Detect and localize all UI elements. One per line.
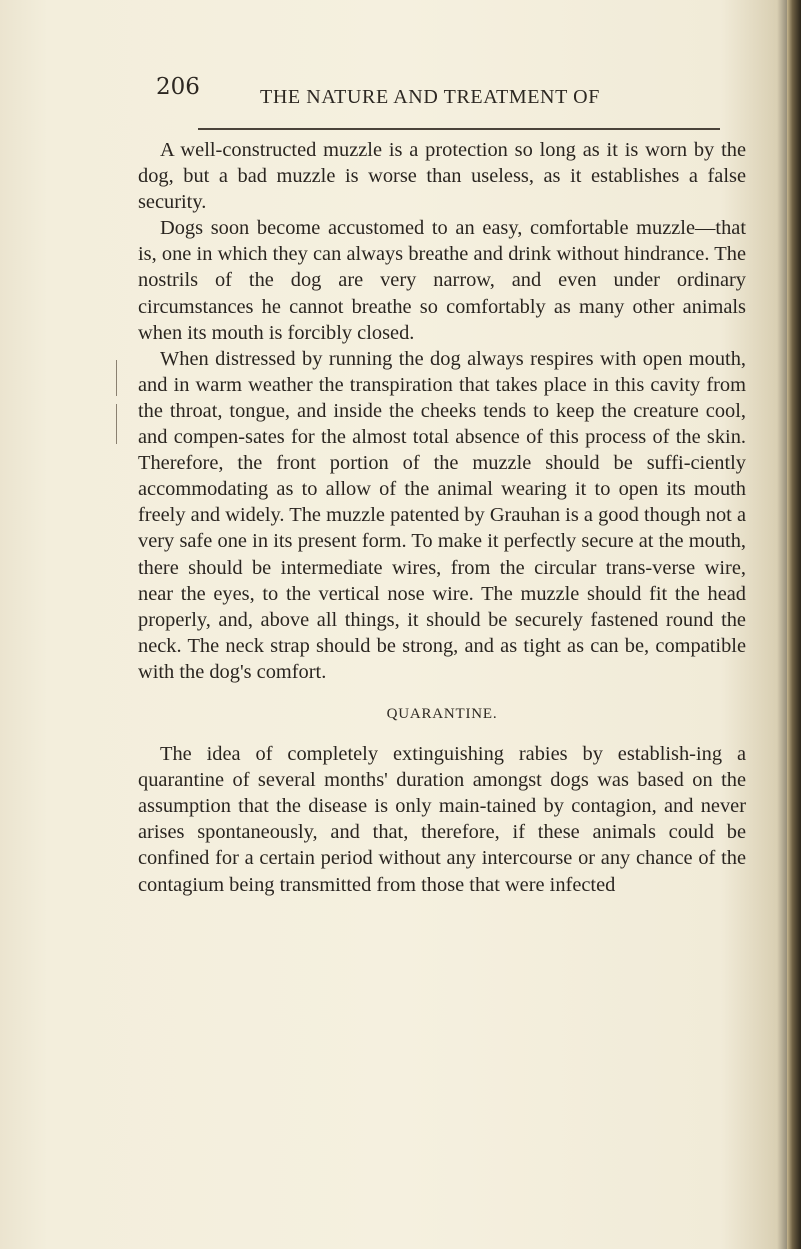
section-heading-quarantine: QUARANTINE. bbox=[386, 705, 498, 722]
book-spine-shadow bbox=[787, 0, 801, 1249]
paragraph-distressed-dog: When distressed by running the dog always respires with open mouth, and in warm weather the transpiration that takes place in this cavity from the throat, tongue, and inside the cheeks tends to keep the creature cool, and compen-sates for the almost total absence of this process of the skin. Therefore, the front portion of the muzzle should be suffi-ciently accommodating as to allow of the animal wearing it to open its mouth freely and widely. The muzzle patented by Grauhan is a good though not a very safe one in its present form. To make it perfectly secure at the mouth, there should be intermediate wires, from the circular trans-verse wire, near the eyes, to the vertical nose wire. The muzzle should fit the head properly, and, above all things, it should be securely fastened round the neck. The neck strap should be strong, and as tight as can be, compatible with the dog's comfort. bbox=[138, 347, 746, 683]
margin-pencil-marks bbox=[116, 360, 126, 460]
header-rule bbox=[198, 128, 720, 130]
paragraph-muzzle-protection: A well-constructed muzzle is a protection so long as it is worn by the dog, but a bad muzzle is worse than useless, as it establishes a false security. bbox=[138, 139, 746, 214]
page-header bbox=[156, 74, 756, 114]
paragraph-comfortable-muzzle: Dogs soon become accustomed to an easy, comfortable muzzle—that is, one in which they can always breathe and drink without hindrance. The nostrils of the dog are very narrow, and even under ordinary circumstances he cannot breathe so comfortably as many other animals when its mouth is forcibly closed. bbox=[138, 217, 746, 344]
page-number: 206 bbox=[156, 74, 200, 100]
paragraph-quarantine: The idea of completely extinguishing rabies by establish-ing a quarantine of several months' duration amongst dogs was based on the assumption that the disease is only main-tained by contagion, and never arises spontaneously, and that, therefore, if these animals could be confined for a certain period without any intercourse or any chance of the contagium being transmitted from those that were infected bbox=[138, 743, 746, 896]
body-text bbox=[138, 137, 746, 898]
running-head: THE NATURE AND TREATMENT OF bbox=[260, 86, 600, 108]
